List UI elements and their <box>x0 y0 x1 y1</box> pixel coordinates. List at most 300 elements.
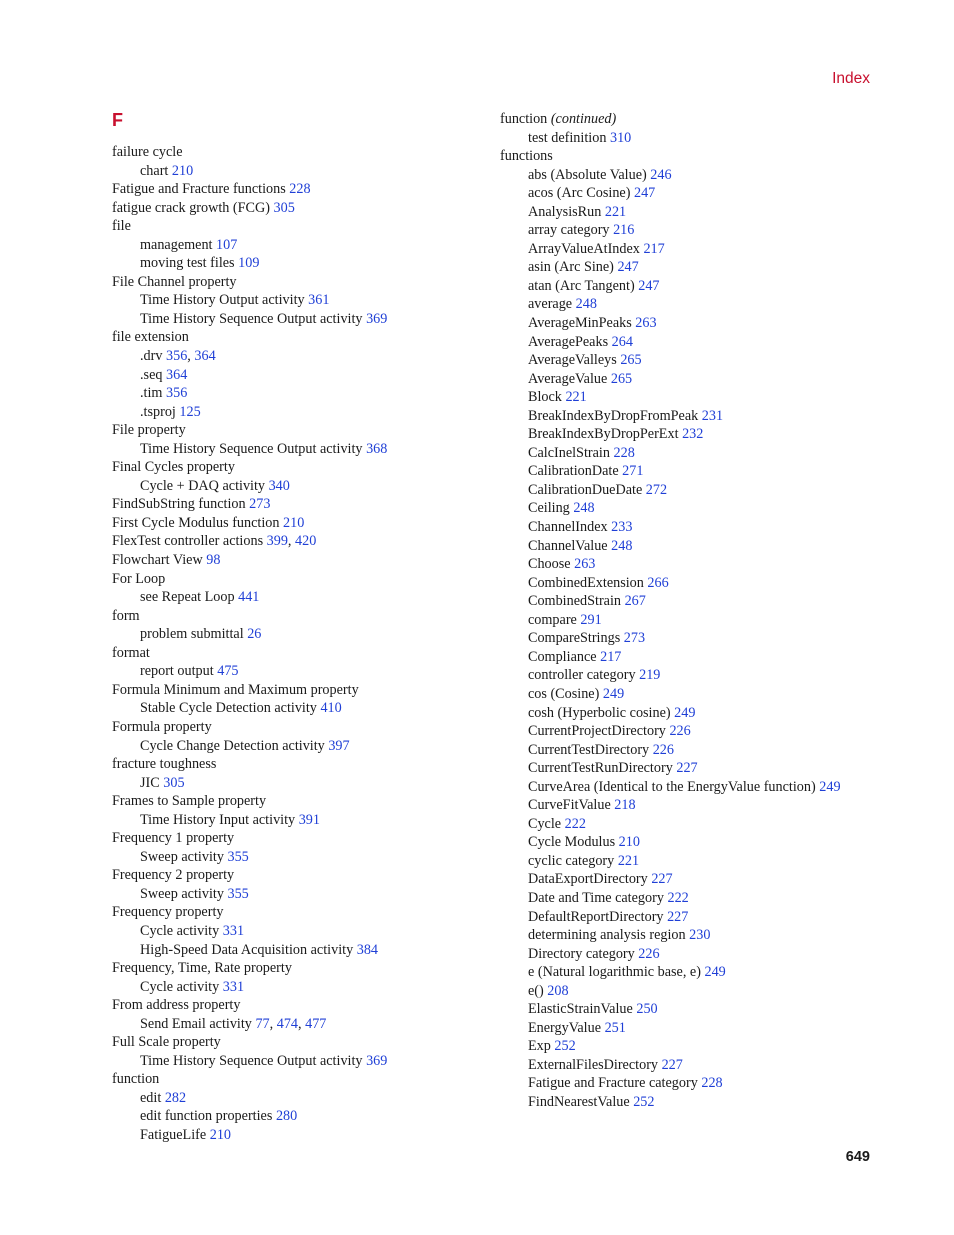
index-subentry <box>112 162 482 181</box>
index-term: High-Speed Data Acquisition activity <box>140 941 354 958</box>
index-term: EnergyValue <box>528 1019 602 1036</box>
index-term: FlexTest controller actions <box>112 533 264 550</box>
index-entry <box>500 110 900 129</box>
page-reference-link[interactable]: 109 <box>238 255 260 272</box>
index-subentry <box>500 796 900 815</box>
page-reference-link[interactable]: 331 <box>222 922 245 939</box>
index-entry <box>112 718 482 737</box>
page-reference-link[interactable]: 252 <box>554 1038 576 1055</box>
page-reference-link[interactable]: 247 <box>638 277 660 294</box>
page-reference-link[interactable]: 221 <box>565 389 587 406</box>
index-term: Frequency 1 property <box>112 830 235 847</box>
index-entry <box>112 903 482 922</box>
index-subentry <box>112 384 482 403</box>
index-subentry <box>500 870 900 889</box>
index-subentry <box>112 662 482 681</box>
index-term: CombinedStrain <box>528 593 622 610</box>
index-term: Cycle Modulus <box>528 834 616 851</box>
page-reference-link[interactable]: 399 <box>266 533 288 550</box>
index-column-right <box>500 110 900 1112</box>
index-term: edit function properties <box>140 1108 273 1125</box>
index-term: Frequency, Time, Rate property <box>112 960 292 977</box>
index-term: File property <box>112 422 186 439</box>
page-reference-link[interactable]: 364 <box>194 348 216 365</box>
index-subentry <box>112 403 482 422</box>
page-reference-link[interactable]: 355 <box>227 848 249 865</box>
page-reference-link[interactable]: 98 <box>206 552 221 569</box>
page-reference-link[interactable]: 222 <box>667 889 689 906</box>
index-entry: FlexTest controller actions 399, 420 <box>112 533 317 550</box>
index-subentry <box>500 982 900 1001</box>
page-reference-link[interactable]: 227 <box>676 760 698 777</box>
page-reference-link[interactable]: 226 <box>638 945 660 962</box>
index-subentry <box>112 922 482 941</box>
index-subentry: .drv 356, 364 <box>140 348 216 365</box>
index-subentry <box>500 481 900 500</box>
index-term: .seq <box>140 366 163 383</box>
page-reference-link[interactable]: 361 <box>308 292 330 309</box>
index-subentry <box>500 537 900 556</box>
index-entry <box>112 143 482 162</box>
index-term: Frames to Sample property <box>112 793 267 810</box>
page-reference-link[interactable]: 267 <box>624 593 646 610</box>
index-subentry <box>112 477 482 496</box>
index-term: ElasticStrainValue <box>528 1001 633 1018</box>
page-reference-link[interactable]: 228 <box>613 444 635 461</box>
index-term: Ceiling <box>528 500 570 517</box>
index-term: Directory category <box>528 945 635 962</box>
index-subentry <box>112 941 482 960</box>
page-reference-link[interactable]: 420 <box>295 533 317 550</box>
index-term: CurrentProjectDirectory <box>528 723 666 740</box>
index-subentry <box>500 425 900 444</box>
page-reference-link[interactable]: 369 <box>366 1052 388 1069</box>
index-subentry <box>500 407 900 426</box>
index-term: Formula property <box>112 718 212 735</box>
page-reference-link[interactable]: 248 <box>575 296 597 313</box>
index-term: abs (Absolute Value) <box>528 166 647 183</box>
index-term: compare <box>528 611 577 628</box>
index-subentry: Send Email activity 77, 474, 477 <box>140 1015 327 1032</box>
index-term: test definition <box>528 129 607 146</box>
index-term: Fatigue and Fracture functions <box>112 181 286 198</box>
index-term: Frequency property <box>112 904 224 921</box>
index-subentry <box>500 963 900 982</box>
page-reference-link[interactable]: 263 <box>635 315 657 332</box>
page-reference-link[interactable]: 125 <box>179 403 201 420</box>
page-reference-link[interactable]: 263 <box>574 556 596 573</box>
index-subentry <box>112 236 482 255</box>
page-number: 649 <box>845 1149 870 1165</box>
index-term: DataExportDirectory <box>528 871 648 888</box>
index-term: e() <box>528 982 544 999</box>
index-subentry <box>500 370 900 389</box>
index-term: For Loop <box>112 570 166 587</box>
page-reference-link[interactable]: 226 <box>652 741 674 758</box>
index-entry <box>112 644 482 663</box>
index-term: Sweep activity <box>140 885 224 902</box>
page-reference-link[interactable]: 221 <box>617 852 640 869</box>
index-subentry <box>500 166 900 185</box>
index-term: CombinedExtension <box>528 574 644 591</box>
section-letter-heading: F <box>112 110 123 130</box>
index-subentry <box>500 1000 900 1019</box>
index-term: CompareStrings <box>528 630 621 647</box>
index-term: fatigue crack growth (FCG) <box>112 199 270 216</box>
page-reference-link[interactable]: 331 <box>222 978 245 995</box>
page-reference-link[interactable]: 210 <box>618 834 640 851</box>
index-term: AverageValue <box>528 370 608 387</box>
index-term: CurrentTestDirectory <box>528 741 650 758</box>
index-term: problem submittal <box>140 626 244 643</box>
index-term: .tim <box>140 385 163 402</box>
index-entry <box>112 180 482 199</box>
index-entry <box>112 1033 482 1052</box>
index-subentry <box>500 592 900 611</box>
index-entry <box>112 273 482 292</box>
page-reference-link[interactable]: 305 <box>273 199 295 216</box>
index-subentry <box>500 240 900 259</box>
index-subentry <box>500 258 900 277</box>
index-term: Time History Sequence Output activity <box>140 310 363 327</box>
page-reference-link[interactable]: 282 <box>164 1089 187 1106</box>
index-subentry <box>112 366 482 385</box>
index-subentry <box>500 908 900 927</box>
index-subentry <box>112 885 482 904</box>
index-term: CurveFitValue <box>528 797 611 814</box>
page-reference-link[interactable]: 107 <box>216 236 238 253</box>
index-term: cyclic category <box>528 852 615 869</box>
page-reference-link[interactable]: 280 <box>275 1108 298 1125</box>
page-reference-link[interactable]: 249 <box>674 704 696 721</box>
index-term: CurrentTestRunDirectory <box>528 760 673 777</box>
index-subentry <box>500 351 900 370</box>
index-subentry <box>500 555 900 574</box>
index-term: JIC <box>140 774 160 791</box>
page-reference-link[interactable]: 247 <box>633 185 656 202</box>
index-subentry <box>500 499 900 518</box>
index-term: management <box>140 236 213 253</box>
index-subentry <box>112 291 482 310</box>
page-reference-link[interactable]: 356 <box>166 385 188 402</box>
index-subentry <box>500 666 900 685</box>
index-term: asin (Arc Sine) <box>528 259 614 276</box>
page-reference-link[interactable]: 226 <box>669 723 691 740</box>
index-entry <box>112 866 482 885</box>
index-term: Sweep activity <box>140 848 224 865</box>
index-term: see Repeat Loop <box>140 589 235 606</box>
page-reference-link[interactable]: 249 <box>704 964 726 981</box>
page-reference-link[interactable]: 218 <box>614 797 636 814</box>
index-subentry <box>500 184 900 203</box>
page-reference-link[interactable]: 228 <box>701 1075 723 1092</box>
index-column-left <box>112 143 482 1145</box>
page-reference-link[interactable]: 250 <box>636 1001 658 1018</box>
index-term: Flowchart View <box>112 552 203 569</box>
index-term: File Channel property <box>112 273 237 290</box>
index-term: Choose <box>528 556 571 573</box>
index-subentry <box>500 778 900 797</box>
index-term: Stable Cycle Detection activity <box>140 700 317 717</box>
index-subentry <box>500 852 900 871</box>
index-subentry <box>112 1052 482 1071</box>
page-reference-link[interactable]: 217 <box>600 648 622 665</box>
index-term: .drv <box>140 348 163 365</box>
index-term: Formula Minimum and Maximum property <box>112 681 359 698</box>
index-term: controller category <box>528 667 636 684</box>
page-reference-link[interactable]: 210 <box>171 162 194 179</box>
index-subentry <box>500 629 900 648</box>
index-subentry <box>500 314 900 333</box>
index-term: acos (Arc Cosine) <box>528 185 631 202</box>
index-term: Time History Output activity <box>140 292 305 309</box>
index-subentry <box>500 889 900 908</box>
page-reference-link[interactable]: 384 <box>356 941 378 958</box>
page-reference-link[interactable]: 391 <box>298 811 320 828</box>
index-term: Date and Time category <box>528 889 664 906</box>
index-term: Cycle activity <box>140 922 220 939</box>
index-term: CalibrationDate <box>528 463 619 480</box>
index-entry <box>112 1070 482 1089</box>
index-subentry <box>500 722 900 741</box>
index-subentry <box>112 699 482 718</box>
index-subentry <box>112 774 482 793</box>
page-reference-link[interactable]: 291 <box>580 611 602 628</box>
index-subentry <box>112 848 482 867</box>
index-subentry <box>112 588 482 607</box>
index-subentry <box>112 1107 482 1126</box>
index-term: average <box>528 296 573 313</box>
index-term: functions <box>500 148 553 165</box>
index-term: FatigueLife <box>140 1126 207 1143</box>
index-term: function <box>500 111 548 127</box>
index-subentry <box>500 1074 900 1093</box>
index-entry <box>112 421 482 440</box>
page-reference-link[interactable]: 273 <box>623 630 646 647</box>
index-entry <box>112 328 482 347</box>
page-reference-link[interactable]: 356 <box>166 348 188 365</box>
page-reference-link[interactable]: 340 <box>268 477 290 494</box>
index-subentry <box>112 1126 482 1145</box>
page-reference-link[interactable]: 474 <box>276 1015 299 1032</box>
index-term: Send Email activity <box>140 1015 252 1032</box>
page-reference-link[interactable]: 251 <box>604 1019 626 1036</box>
page-reference-link[interactable]: 364 <box>166 366 188 383</box>
index-term: Block <box>528 389 562 406</box>
index-entry <box>112 570 482 589</box>
index-subentry <box>112 625 482 644</box>
index-subentry <box>500 815 900 834</box>
index-entry <box>112 551 482 570</box>
index-subentry <box>500 1037 900 1056</box>
index-term: chart <box>140 162 169 179</box>
index-subentry <box>500 833 900 852</box>
index-term: Time History Sequence Output activity <box>140 1052 363 1069</box>
page-reference-link[interactable]: 252 <box>633 1093 655 1110</box>
page-reference-link[interactable]: 231 <box>701 407 724 424</box>
index-subentry <box>500 333 900 352</box>
index-term: Cycle Change Detection activity <box>140 737 325 754</box>
index-subentry <box>500 574 900 593</box>
index-term: Cycle <box>528 815 562 832</box>
index-term: report output <box>140 663 214 680</box>
index-subentry <box>112 310 482 329</box>
page-reference-link[interactable]: 233 <box>611 519 633 536</box>
running-header-title: Index <box>832 70 870 87</box>
index-subentry <box>112 1089 482 1108</box>
page-reference-link[interactable]: 368 <box>366 440 388 457</box>
index-term: CalcInelStrain <box>528 444 610 461</box>
index-subentry <box>500 462 900 481</box>
index-subentry <box>500 1019 900 1038</box>
index-entry <box>112 829 482 848</box>
page-reference-link[interactable]: 265 <box>610 370 633 387</box>
index-term: atan (Arc Tangent) <box>528 277 635 294</box>
index-entry <box>112 458 482 477</box>
index-term: ArrayValueAtIndex <box>528 240 640 257</box>
index-subentry <box>500 685 900 704</box>
page-reference-link[interactable]: 271 <box>622 463 644 480</box>
index-term: format <box>112 644 150 661</box>
index-term: AnalysisRun <box>528 203 602 220</box>
index-term: array category <box>528 222 610 239</box>
index-term: From address property <box>112 997 241 1014</box>
index-subentry <box>112 978 482 997</box>
index-term: ExternalFilesDirectory <box>528 1056 659 1073</box>
index-term: First Cycle Modulus function <box>112 514 280 531</box>
page-reference-link[interactable]: 247 <box>617 259 639 276</box>
page-reference-link[interactable]: 265 <box>620 352 642 369</box>
index-term: AverageMinPeaks <box>528 315 632 332</box>
index-term: Cycle + DAQ activity <box>140 477 266 494</box>
index-term: file extension <box>112 329 189 346</box>
page-reference-link[interactable]: 477 <box>305 1015 327 1032</box>
index-subentry <box>500 221 900 240</box>
page-reference-link[interactable]: 248 <box>573 500 595 517</box>
index-entry <box>112 681 482 700</box>
page-reference-link[interactable]: 355 <box>227 885 249 902</box>
index-subentry <box>500 704 900 723</box>
index-subentry <box>500 741 900 760</box>
index-entry <box>112 755 482 774</box>
index-term: Exp <box>528 1038 551 1055</box>
page-reference-link[interactable]: 210 <box>283 514 305 531</box>
page-reference-link[interactable]: 210 <box>209 1126 232 1143</box>
index-entry <box>112 959 482 978</box>
page-reference-link[interactable]: 249 <box>819 778 841 795</box>
index-term: edit <box>140 1089 162 1106</box>
index-subentry <box>112 254 482 273</box>
index-term: Cycle activity <box>140 978 220 995</box>
page-reference-link[interactable]: 264 <box>611 333 633 350</box>
index-entry <box>112 607 482 626</box>
index-term: ChannelValue <box>528 537 608 554</box>
page-reference-link[interactable]: 441 <box>238 589 260 606</box>
index-subentry <box>500 945 900 964</box>
index-term: Compliance <box>528 648 597 665</box>
index-term: FindNearestValue <box>528 1093 630 1110</box>
index-term: FindSubString function <box>112 496 246 513</box>
page-reference-link[interactable]: 228 <box>289 181 311 198</box>
page-reference-link[interactable]: 272 <box>645 481 668 498</box>
index-term: file <box>112 218 131 235</box>
index-term: Full Scale property <box>112 1034 221 1051</box>
page-reference-link[interactable]: 216 <box>613 222 635 239</box>
index-entry <box>500 147 900 166</box>
page-reference-link[interactable]: 219 <box>639 667 661 684</box>
index-subentry <box>500 1093 900 1112</box>
index-entry <box>112 217 482 236</box>
index-term: .tsproj <box>140 403 176 420</box>
index-entry <box>112 996 482 1015</box>
index-term: determining analysis region <box>528 927 686 944</box>
page-reference-link[interactable]: 369 <box>366 310 388 327</box>
index-term: fracture toughness <box>112 756 217 773</box>
index-entry <box>112 495 482 514</box>
index-subentry <box>500 129 900 148</box>
page-reference-link[interactable]: 248 <box>611 537 633 554</box>
page-reference-link[interactable]: 410 <box>320 700 342 717</box>
page-reference-link[interactable]: 230 <box>689 927 711 944</box>
index-subentry <box>112 737 482 756</box>
page-reference-link[interactable]: 397 <box>328 737 350 754</box>
page-reference-link[interactable]: 222 <box>564 815 586 832</box>
page-reference-link[interactable]: 305 <box>163 774 185 791</box>
index-term: DefaultReportDirectory <box>528 908 664 925</box>
page-reference-link[interactable]: 77 <box>255 1015 270 1032</box>
index-term: moving test files <box>140 255 235 272</box>
index-entry <box>112 514 482 533</box>
page-reference-link[interactable]: 246 <box>650 166 672 183</box>
index-term: Fatigue and Fracture category <box>528 1075 698 1092</box>
page-reference-link[interactable]: 475 <box>217 663 239 680</box>
index-term: e (Natural logarithmic base, e) <box>528 964 701 981</box>
index-term: CalibrationDueDate <box>528 481 643 498</box>
page-reference-link[interactable]: 26 <box>247 626 262 643</box>
index-subentry <box>500 926 900 945</box>
page-reference-link[interactable]: 217 <box>643 240 665 257</box>
page-reference-link[interactable]: 227 <box>661 1056 683 1073</box>
page-reference-link[interactable]: 249 <box>602 685 625 702</box>
index-subentry <box>112 440 482 459</box>
index-term: function <box>112 1071 160 1088</box>
index-term: Final Cycles property <box>112 459 235 476</box>
index-term: BreakIndexByDropFromPeak <box>528 407 699 424</box>
index-term: Time History Sequence Output activity <box>140 440 363 457</box>
page-reference-link[interactable]: 310 <box>609 129 632 146</box>
page-reference-link[interactable]: 208 <box>547 982 569 999</box>
page-reference-link[interactable]: 266 <box>647 574 669 591</box>
page-reference-link[interactable]: 227 <box>651 871 673 888</box>
page-reference-link[interactable]: 227 <box>667 908 689 925</box>
page-reference-link[interactable]: 273 <box>249 496 271 513</box>
index-term: AveragePeaks <box>528 333 609 350</box>
index-term: AverageValleys <box>528 352 617 369</box>
index-subentry <box>500 518 900 537</box>
index-continued-note: (continued) <box>550 111 617 127</box>
index-subentry <box>112 811 482 830</box>
index-entry <box>112 792 482 811</box>
page-reference-link[interactable]: 232 <box>682 426 704 443</box>
index-term: form <box>112 607 140 624</box>
page-reference-link[interactable]: 221 <box>604 203 627 220</box>
index-subentry <box>500 295 900 314</box>
index-term: CurveArea (Identical to the EnergyValue function) <box>528 778 816 795</box>
index-subentry <box>500 611 900 630</box>
index-term: Frequency 2 property <box>112 867 235 884</box>
index-term: BreakIndexByDropPerExt <box>528 426 679 443</box>
index-subentry <box>500 277 900 296</box>
